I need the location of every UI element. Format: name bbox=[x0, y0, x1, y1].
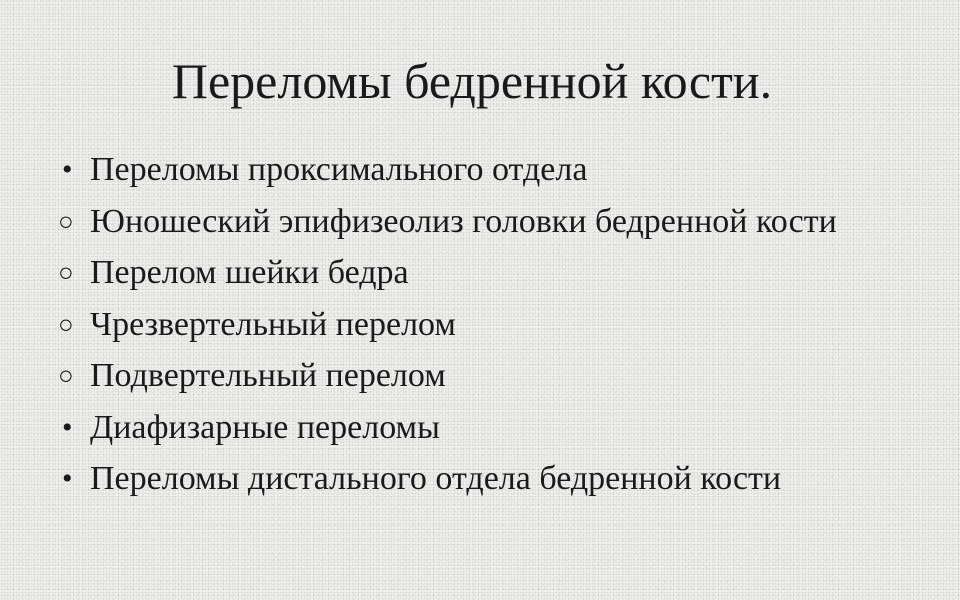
list-item bbox=[58, 200, 948, 252]
list-item-text: Юношеский эпифизеолиз головки бедренной кости bbox=[90, 202, 837, 240]
bullet-list bbox=[58, 148, 948, 509]
slide-title: Переломы бедренной кости. bbox=[171, 53, 773, 109]
bullet-dot-icon: • bbox=[62, 462, 73, 495]
list-item bbox=[58, 406, 948, 458]
list-item bbox=[58, 354, 948, 406]
bullet-circle-icon: ○ bbox=[58, 361, 74, 390]
list-item-text: Перелом шейки бедра bbox=[90, 254, 409, 291]
bullet-circle-icon: ○ bbox=[58, 309, 74, 339]
bullet-circle-icon: ○ bbox=[58, 206, 74, 236]
bullet-dot-icon: • bbox=[62, 153, 73, 186]
list-item bbox=[58, 148, 948, 200]
list-item-text: Подвертельный перелом bbox=[90, 357, 446, 394]
list-item bbox=[58, 251, 948, 303]
list-item bbox=[58, 457, 948, 509]
list-item bbox=[58, 303, 948, 355]
list-item-text: Переломы проксимального отдела bbox=[90, 151, 588, 188]
bullet-dot-icon: • bbox=[62, 410, 73, 444]
list-item-text: Диафизарные переломы bbox=[90, 408, 440, 446]
bullet-circle-icon: ○ bbox=[58, 258, 74, 287]
list-item-text: Переломы дистального отдела бедренной кости bbox=[90, 460, 782, 497]
list-item-text: Чрезвертельный перелом bbox=[90, 305, 456, 343]
